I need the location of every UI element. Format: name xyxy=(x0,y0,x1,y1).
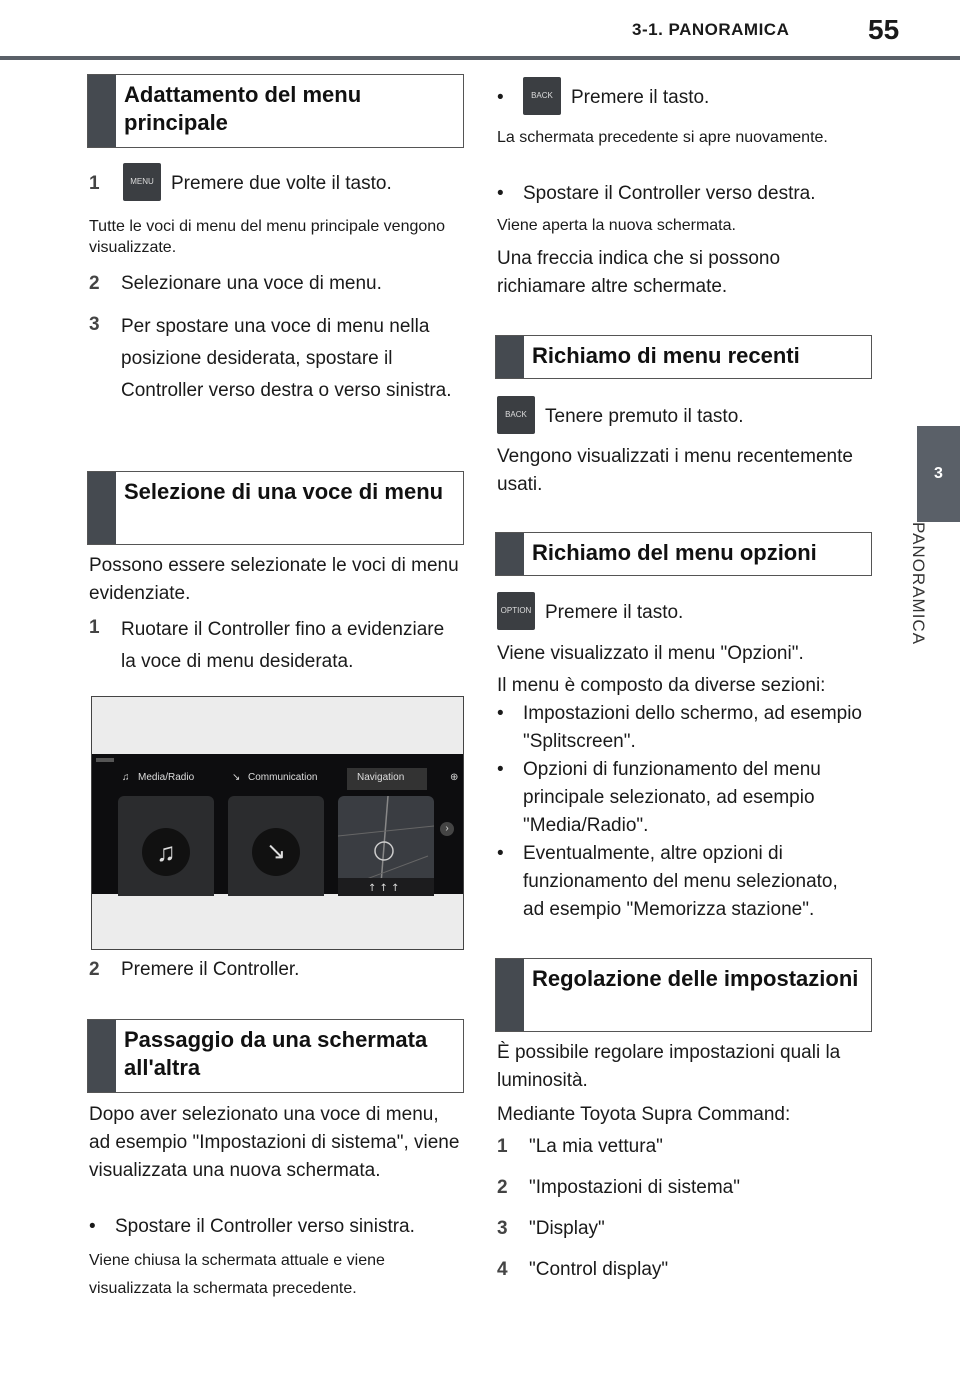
step-number: 1 xyxy=(89,617,100,638)
step-number: 1 xyxy=(89,173,100,194)
bullet-icon: • xyxy=(497,759,504,780)
bullet-icon: • xyxy=(497,183,504,204)
step-number: 2 xyxy=(89,273,100,294)
section-title: 3-1. PANORAMICA xyxy=(632,20,790,39)
heading-text: Passaggio da una schermata all'altra xyxy=(124,1027,428,1080)
header-rule xyxy=(0,56,960,60)
step-text: "Impostazioni di sistema" xyxy=(529,1177,740,1198)
bullet-text: Spostare il Controller verso sinistra. xyxy=(115,1216,415,1237)
media-tile xyxy=(118,796,214,896)
globe-icon: ⊕ xyxy=(450,772,459,783)
map-icon xyxy=(338,796,434,896)
heading-box-screen-switch xyxy=(87,1019,464,1093)
heading-bar xyxy=(88,75,116,147)
instruction-text: Tenere premuto il tasto. xyxy=(545,406,744,427)
navigation-tile xyxy=(338,796,434,896)
note-text: Viene chiusa la schermata attuale e viene visualizzata la schermata precedente. xyxy=(89,1252,385,1297)
display-screen xyxy=(92,754,463,894)
tab-media-radio: Media/Radio xyxy=(138,772,195,783)
paragraph: È possibile regolare impostazioni quali la luminosità. xyxy=(497,1042,841,1091)
back-key-icon: BACK xyxy=(497,396,535,434)
paragraph: Mediante Toyota Supra Command: xyxy=(497,1104,791,1125)
heading-text: Regolazione delle impostazioni xyxy=(532,966,859,991)
heading-bar xyxy=(88,472,116,544)
paragraph: Una freccia indica che si possono richiamare altre schermate. xyxy=(497,248,781,297)
step-number: 4 xyxy=(497,1259,508,1280)
heading-text: Richiamo di menu recenti xyxy=(532,343,800,368)
chapter-tab: 3 xyxy=(917,426,960,522)
heading-bar xyxy=(496,336,524,378)
instruction-text: Premere il tasto. xyxy=(545,602,684,623)
bullet-text: Impostazioni dello schermo, ad esempio "Splitscreen". xyxy=(523,703,863,752)
paragraph: Viene visualizzato il menu "Opzioni". xyxy=(497,643,804,664)
chapter-label xyxy=(909,522,954,722)
chapter-label-text: PANORAMICA xyxy=(909,522,928,646)
step-number: 2 xyxy=(89,959,100,980)
option-key-icon: OPTION xyxy=(497,592,535,630)
step-text: "Display" xyxy=(529,1218,605,1239)
heading-text: Selezione di una voce di menu xyxy=(124,479,444,504)
page-number: 55 xyxy=(868,14,900,45)
heading-bar xyxy=(496,959,524,1031)
bullet-icon: • xyxy=(497,703,504,724)
heading-box-settings xyxy=(495,958,872,1032)
svg-text:↑ ↑ ↑: ↑ ↑ ↑ xyxy=(368,883,400,894)
heading-box-menu-adapt xyxy=(87,74,464,148)
tab-communication: Communication xyxy=(248,772,318,783)
bullet-icon: • xyxy=(497,843,504,864)
step-number: 3 xyxy=(497,1218,508,1239)
music-note-icon: ♫ xyxy=(122,772,130,783)
step-text: "La mia vettura" xyxy=(529,1136,663,1157)
status-icons xyxy=(96,758,114,762)
bullet-text: Eventualmente, altre opzioni di funzionamento del menu selezionato, ad esempio "Memorizza stazione". xyxy=(523,843,838,920)
bullet-icon: • xyxy=(89,1216,96,1237)
heading-bar xyxy=(496,533,524,575)
bullet-text: Spostare il Controller verso destra. xyxy=(523,183,816,204)
step-number: 2 xyxy=(497,1177,508,1198)
bullet-icon: • xyxy=(497,87,504,108)
step-text: Ruotare il Controller fino a evidenziare la voce di menu desiderata. xyxy=(121,619,445,672)
step-number: 3 xyxy=(89,314,100,335)
music-icon: ♫ xyxy=(142,828,190,876)
heading-text: Richiamo del menu opzioni xyxy=(532,540,817,565)
step-text: Selezionare una voce di menu. xyxy=(121,273,382,294)
step-text: Per spostare una voce di menu nella posizione desiderata, spostare il Controller verso destra o verso sinistra. xyxy=(121,316,452,401)
heading-box-options-menu xyxy=(495,532,872,576)
heading-bar xyxy=(88,1020,116,1092)
step-text: "Control display" xyxy=(529,1259,669,1280)
phone-icon: ↘ xyxy=(232,772,241,783)
phone-icon: ↘ xyxy=(252,828,300,876)
paragraph: Il menu è composto da diverse sezioni: xyxy=(497,675,826,696)
paragraph: Possono essere selezionate le voci di menu evidenziate. xyxy=(89,555,459,604)
note-text: Viene aperta la nuova schermata. xyxy=(497,217,736,234)
tab-navigation: Navigation xyxy=(357,772,405,783)
paragraph: Dopo aver selezionato una voce di menu, ad esempio "Impostazioni di sistema", viene visualizzata una nuova schermata. xyxy=(89,1104,460,1181)
bullet-text: Premere il tasto. xyxy=(571,87,710,108)
note-text: La schermata precedente si apre nuovamente. xyxy=(497,129,828,146)
menu-key-icon: MENU xyxy=(123,163,161,201)
step-number: 1 xyxy=(497,1136,508,1157)
control-display-illustration xyxy=(91,696,464,950)
note-text: Tutte le voci di menu del menu principale vengono visualizzate. xyxy=(89,218,446,256)
paragraph: Vengono visualizzati i menu recentemente usati. xyxy=(497,446,853,495)
bullet-text: Opzioni di funzionamento del menu principale selezionato, ad esempio "Media/Radio". xyxy=(523,759,821,836)
communication-tile xyxy=(228,796,324,896)
step-text: Premere il Controller. xyxy=(121,959,300,980)
step-text: Premere due volte il tasto. xyxy=(171,173,392,194)
back-key-icon: BACK xyxy=(523,77,561,115)
heading-box-recent-menus xyxy=(495,335,872,379)
chevron-right-icon: › xyxy=(440,822,454,836)
heading-box-select-item xyxy=(87,471,464,545)
heading-text: Adattamento del menu principale xyxy=(124,82,362,135)
